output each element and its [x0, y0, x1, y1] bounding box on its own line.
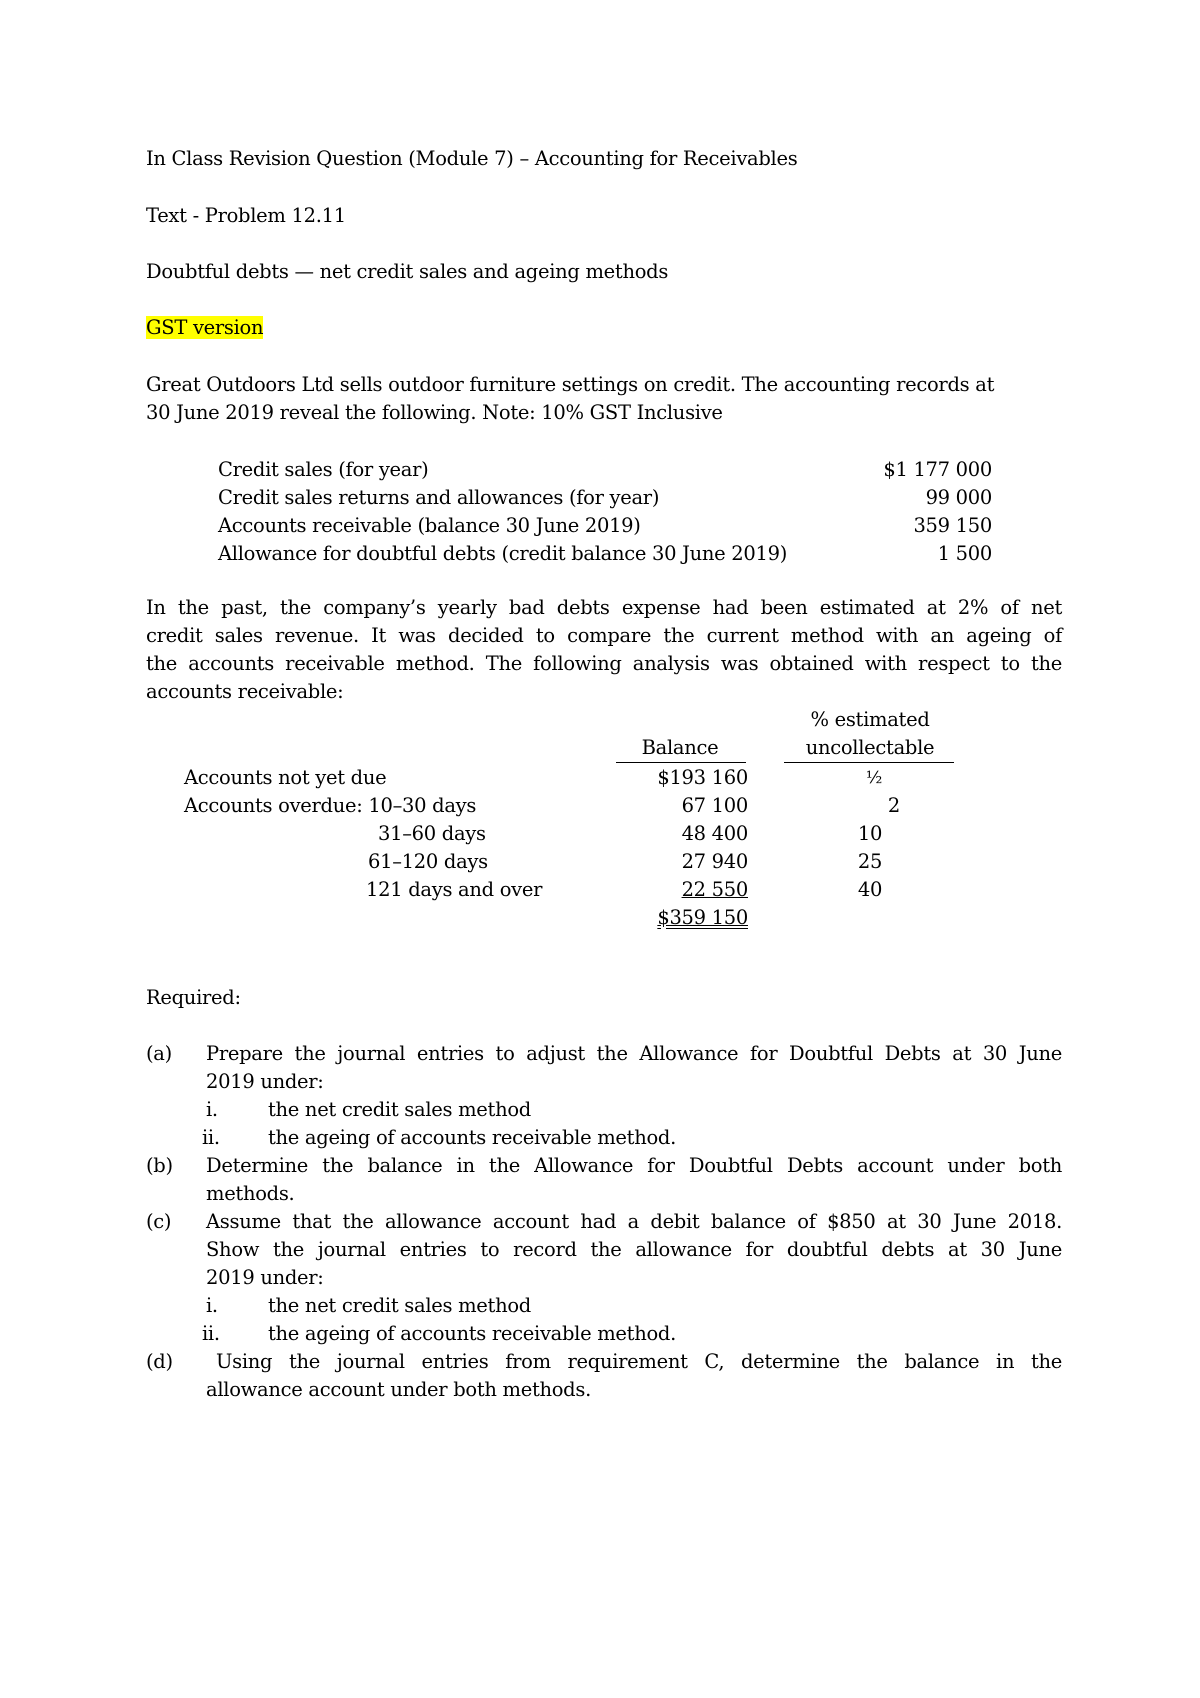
req-d-line-1: Using the journal entries from requirement C, determine the balance in the: [216, 1350, 1062, 1373]
req-b-line-1: Determine the balance in the Allowance for Doubtful Debts account under both: [206, 1154, 1062, 1177]
req-a-line-2: 2019 under:: [206, 1070, 324, 1093]
req-a-i: the net credit sales method: [268, 1098, 531, 1121]
ageing-row-pct: 40: [857, 878, 883, 901]
req-d-line-2: allowance account under both methods.: [206, 1378, 591, 1401]
record-value: $1 177 000: [883, 458, 992, 481]
ageing-row-label: 61–120 days: [368, 850, 488, 873]
ageing-row-label: 121 days and over: [366, 878, 543, 901]
ageing-row-balance: $193 160: [657, 766, 748, 789]
ageing-row-label: 31–60 days: [378, 822, 486, 845]
ageing-row-pct: 25: [857, 850, 883, 873]
ageing-row-pct: 2: [887, 794, 900, 817]
ageing-row-balance-wrap: [600, 878, 748, 902]
past-line-2: credit sales revenue. It was decided to compare the current method with an ageing of: [146, 624, 1062, 647]
req-c-i: the net credit sales method: [268, 1294, 531, 1317]
version-label: [146, 316, 263, 340]
ageing-total-wrap: [600, 906, 748, 930]
ageing-row-label: Accounts not yet due: [184, 766, 387, 789]
past-line-3: the accounts receivable method. The following analysis was obtained with respect to the: [146, 652, 1062, 675]
pct-header-line-2: uncollectable: [805, 736, 935, 759]
req-c-line-3: 2019 under:: [206, 1266, 324, 1289]
req-c-ii: the ageing of accounts receivable method.: [268, 1322, 676, 1345]
req-c-line-2: Show the journal entries to record the allowance for doubtful debts at 30 June: [206, 1238, 1062, 1261]
ageing-row-label: Accounts overdue: 10–30 days: [184, 794, 477, 817]
req-d-label: (d): [146, 1350, 173, 1373]
req-b-label: (b): [146, 1154, 173, 1177]
record-value: 359 150: [913, 514, 992, 537]
req-a-ii: the ageing of accounts receivable method.: [268, 1126, 676, 1149]
text-reference: Text - Problem 12.11: [146, 204, 346, 227]
record-value: 1 500: [937, 542, 992, 565]
ageing-row-balance: 67 100: [681, 794, 748, 817]
req-c-i-num: i.: [206, 1294, 218, 1317]
ageing-row-pct: ½: [865, 768, 883, 788]
document-title: In Class Revision Question (Module 7) – Accounting for Receivables: [146, 147, 798, 170]
ageing-total: $359 150: [657, 906, 748, 929]
req-c-line-1: Assume that the allowance account had a debit balance of $850 at 30 June 2018.: [206, 1210, 1062, 1233]
ageing-row-balance: 22 550: [681, 878, 748, 901]
balance-header: Balance: [641, 736, 719, 759]
past-line-4: accounts receivable:: [146, 680, 344, 703]
balance-header-underline: [616, 762, 746, 763]
record-label: Accounts receivable (balance 30 June 2019): [218, 514, 641, 537]
past-line-1: In the past, the company’s yearly bad debts expense had been estimated at 2% of net: [146, 596, 1062, 619]
pct-header-underline: [784, 762, 954, 763]
pct-header-line-1: % estimated: [810, 708, 930, 731]
ageing-row-balance: 27 940: [681, 850, 748, 873]
record-label: Allowance for doubtful debts (credit balance 30 June 2019): [218, 542, 788, 565]
req-a-line-1: Prepare the journal entries to adjust the Allowance for Doubtful Debts at 30 June: [206, 1042, 1062, 1065]
topic-heading: Doubtful debts — net credit sales and ageing methods: [146, 260, 669, 283]
record-value: 99 000: [925, 486, 992, 509]
intro-line-1: Great Outdoors Ltd sells outdoor furniture settings on credit. The accounting records at: [146, 373, 995, 396]
required-heading: Required:: [146, 986, 241, 1009]
gst-version-highlight: GST version: [146, 316, 264, 339]
req-c-label: (c): [146, 1210, 172, 1233]
req-b-line-2: methods.: [206, 1182, 295, 1205]
intro-line-2: 30 June 2019 reveal the following. Note: 10% GST Inclusive: [146, 401, 723, 424]
ageing-row-pct: 10: [857, 822, 883, 845]
ageing-row-balance: 48 400: [681, 822, 748, 845]
req-a-i-num: i.: [206, 1098, 218, 1121]
req-a-ii-num: ii.: [202, 1126, 220, 1149]
record-label: Credit sales returns and allowances (for year): [218, 486, 660, 509]
record-label: Credit sales (for year): [218, 458, 429, 481]
req-a-label: (a): [146, 1042, 172, 1065]
req-c-ii-num: ii.: [202, 1322, 220, 1345]
